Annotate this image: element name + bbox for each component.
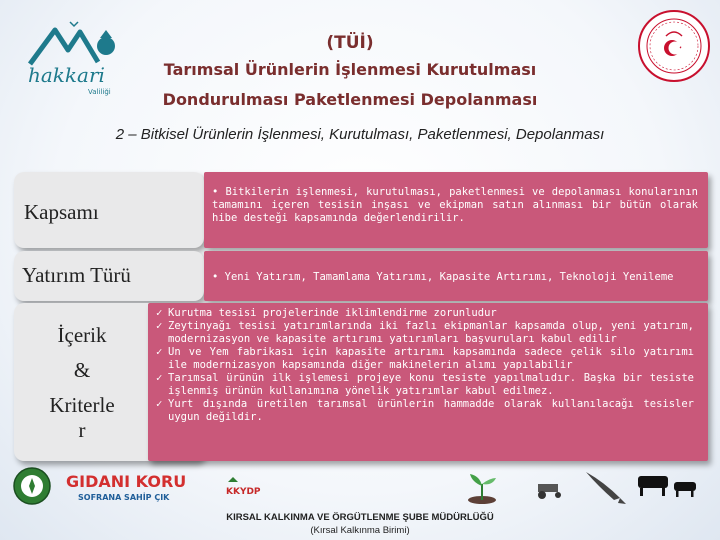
- check-icon: ✓: [156, 346, 163, 358]
- gida-koru-text: GIDANI KORU: [66, 472, 187, 491]
- gida-koru-sub: SOFRANA SAHİP ÇIK: [78, 493, 170, 502]
- tractor-icon: [530, 480, 570, 500]
- kapsam-text: • Bitkilerin işlenmesi, kurutulması, paketlenmesi ve depolanması konularının tamamını içeren tesisin inşası ve ekipman satın alınması bir bütün olarak hibe desteği kapsamında değerlendirilir.: [212, 186, 698, 224]
- check-icon: ✓: [156, 398, 163, 410]
- check-icon: ✓: [156, 307, 163, 319]
- content-box-criteria: [148, 303, 708, 461]
- fish-icon: [580, 466, 628, 506]
- kkydp-logo: [222, 474, 282, 498]
- label-yatirim-turu: Yatırım Türü: [22, 263, 131, 287]
- criteria-list: [156, 307, 694, 424]
- header-title-line-2: Dondurulması Paketlenmesi Depolanması: [162, 90, 538, 109]
- header-title-line-1: Tarımsal Ürünlerin İşlenmesi Kurutulması: [163, 60, 537, 79]
- list-item: ✓ Tarımsal ürünün ilk işlemesi projeye konu tesiste yapılmalıdır. Başka bir tesiste işlenmiş ürünün kullanımına yönelik yatırımlar kabul edilmez.: [156, 372, 694, 397]
- label-icerik-1: İçerik: [57, 323, 107, 347]
- label-icerik-2: &: [73, 358, 91, 382]
- seedling-icon: [462, 466, 502, 506]
- content-box-yatirim: [204, 251, 708, 301]
- label-box-kapsam: [14, 172, 204, 248]
- list-item: ✓ Yurt dışında üretilen tarımsal ürünlerin hammadde olarak kullanılacağı tesisler uygun değildir.: [156, 398, 694, 423]
- label-box-yatirim: [14, 251, 204, 301]
- hakkari-valiligi-logo: [10, 12, 125, 102]
- footer-unit: (Kırsal Kalkınma Birimi): [310, 525, 410, 536]
- list-item: ✓ Zeytinyağı tesisi yatırımlarında iki fazlı ekipmanlar kapsamda olup, yeni yatırım, modernizasyon ve kapasite artırımı yatırımları başvuruları kabul edilir: [156, 320, 694, 345]
- footer-department: KIRSAL KALKINMA VE ÖRGÜTLENME ŞUBE MÜDÜRLÜĞÜ: [226, 512, 494, 523]
- check-icon: ✓: [156, 320, 163, 332]
- page-subtitle: 2 – Bitkisel Ürünlerin İşlenmesi, Kurutulması, Paketlenmesi, Depolanması: [115, 126, 605, 143]
- list-item: ✓ Un ve Yem fabrikası için kapasite artırımı kapsamında sadece çelik silo yatırımı ile modernizasyon kapsamında diğer makinelerin alımı yapılabilir: [156, 346, 694, 371]
- livestock-icon: [634, 470, 704, 500]
- header-tui: (TÜİ): [326, 33, 374, 53]
- ministry-seal-logo: [636, 8, 712, 84]
- logo-sub: Valiliği: [88, 88, 111, 96]
- label-icerik-3: Kriterle: [49, 393, 115, 417]
- kkydp-text: KKYDP: [226, 487, 261, 497]
- gidani-koru-logo: [64, 470, 204, 504]
- list-item: ✓ Kurutma tesisi projelerinde iklimlendirme zorunludur: [156, 307, 497, 319]
- check-icon: ✓: [156, 372, 163, 384]
- logo-wordmark: hakkari: [28, 63, 105, 87]
- cooperative-seal-icon: [12, 466, 52, 506]
- yatirim-text: • Yeni Yatırım, Tamamlama Yatırımı, Kapasite Artırımı, Teknoloji Yenileme: [212, 271, 674, 283]
- label-kapsam: Kapsamı: [24, 200, 99, 224]
- content-box-kapsam: [204, 172, 708, 248]
- label-icerik-4: r: [78, 418, 86, 442]
